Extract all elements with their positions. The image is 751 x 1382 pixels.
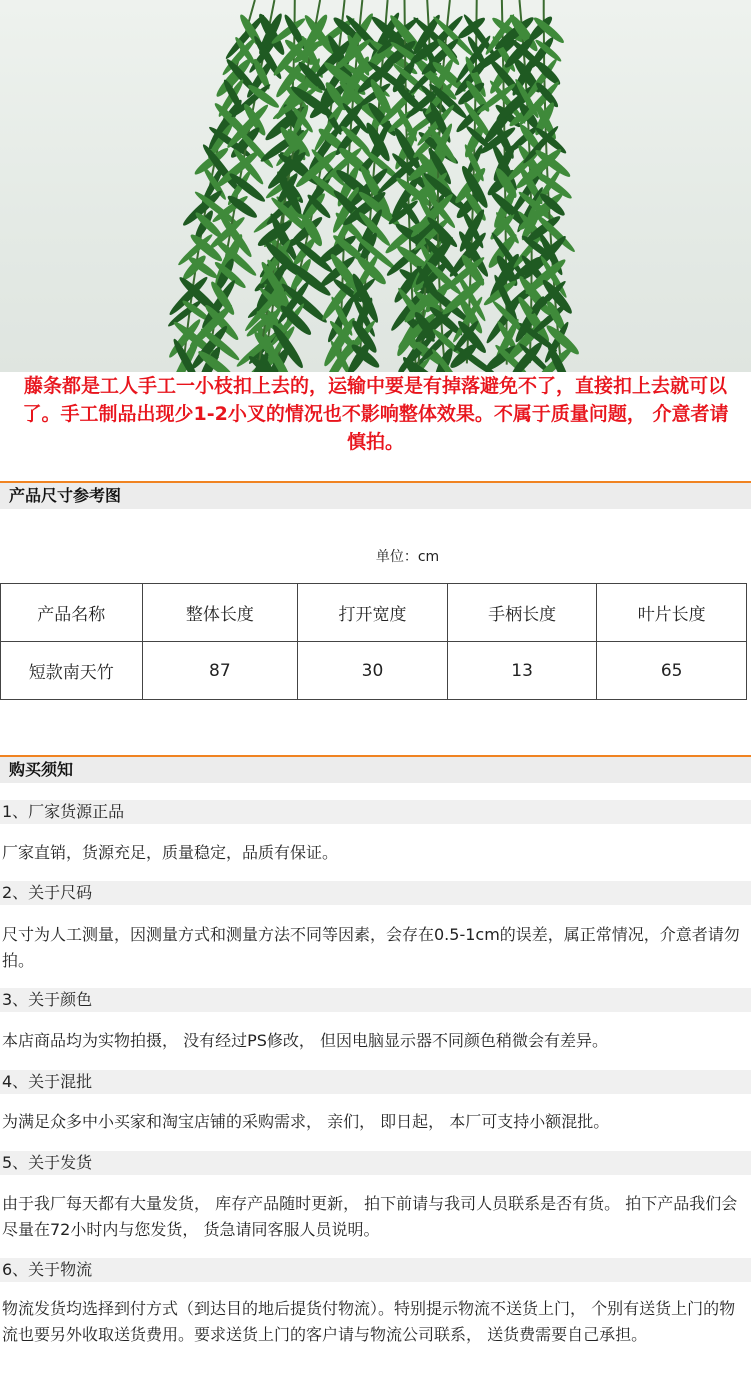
- table-cell: 87: [142, 642, 298, 700]
- unit-label: 单位：cm: [375, 549, 440, 565]
- table-header-cell: 手柄长度: [447, 584, 597, 642]
- notice-item-body: 由于我厂每天都有大量发货， 库存产品随时更新， 拍下前请与我司人员联系是否有货。 拍下产品我们会尽量在72小时内与您发货， 货急请同客服人员说明。: [2, 1194, 738, 1239]
- table-header-cell: 整体长度: [142, 584, 298, 642]
- notice-item-body: 尺寸为人工测量，因测量方式和测量方法不同等因素，会存在0.5-1cm的误差，属正常情况，介意者请勿拍。: [2, 925, 740, 970]
- table-row: [1, 642, 747, 700]
- notice-item-body: 厂家直销，货源充足，质量稳定，品质有保证。: [2, 843, 339, 862]
- purchase-section-header: [0, 755, 751, 783]
- notice-item-body: 物流发货均选择到付方式（到达目的地后提货付物流）。特别提示物流不送货上门， 个别有送货上门的物流也要另外收取送货费用。要求送货上门的客户请与物流公司联系， 送货费需要自己承担。: [2, 1299, 736, 1344]
- handmade-notice: [0, 372, 751, 456]
- table-cell: 30: [298, 642, 448, 700]
- table-header-cell: 叶片长度: [597, 584, 747, 642]
- table-cell: 短款南天竹: [1, 642, 143, 700]
- notice-item-body: 本店商品均为实物拍摄， 没有经过PS修改， 但因电脑显示器不同颜色稍微会有差异。: [2, 1031, 608, 1050]
- size-table: [0, 583, 747, 700]
- table-header-row: [1, 584, 747, 642]
- notice-item-body: 为满足众多中小买家和淘宝店铺的采购需求， 亲们， 即日起， 本厂可支持小额混批。: [2, 1112, 610, 1131]
- hanging-plant-image: [0, 0, 751, 372]
- notice-item-title: 3、关于颜色: [0, 988, 751, 1012]
- table-cell: 65: [597, 642, 747, 700]
- notice-item-title: 2、关于尺码: [0, 881, 751, 905]
- notice-item-title: 5、关于发货: [0, 1151, 751, 1175]
- notice-item-title: 6、关于物流: [0, 1258, 751, 1282]
- table-header-cell: 打开宽度: [298, 584, 448, 642]
- purchase-section-title: 购买须知: [9, 760, 74, 779]
- size-section-header: [0, 481, 751, 509]
- notice-line-3: 慎拍。: [346, 431, 404, 453]
- product-photo: [0, 0, 751, 372]
- notice-item-title: 1、厂家货源正品: [0, 800, 751, 824]
- table-header-cell: 产品名称: [1, 584, 143, 642]
- size-section-title: 产品尺寸参考图: [9, 486, 122, 505]
- notice-item-title: 4、关于混批: [0, 1070, 751, 1094]
- notice-line-2: 了。手工制品出现少1-2小叉的情况也不影响整体效果。不属于质量问题， 介意者请: [22, 403, 729, 425]
- table-cell: 13: [447, 642, 597, 700]
- notice-line-1: 藤条都是工人手工一小枝扣上去的，运输中要是有掉落避免不了，直接扣上去就可以: [23, 375, 727, 397]
